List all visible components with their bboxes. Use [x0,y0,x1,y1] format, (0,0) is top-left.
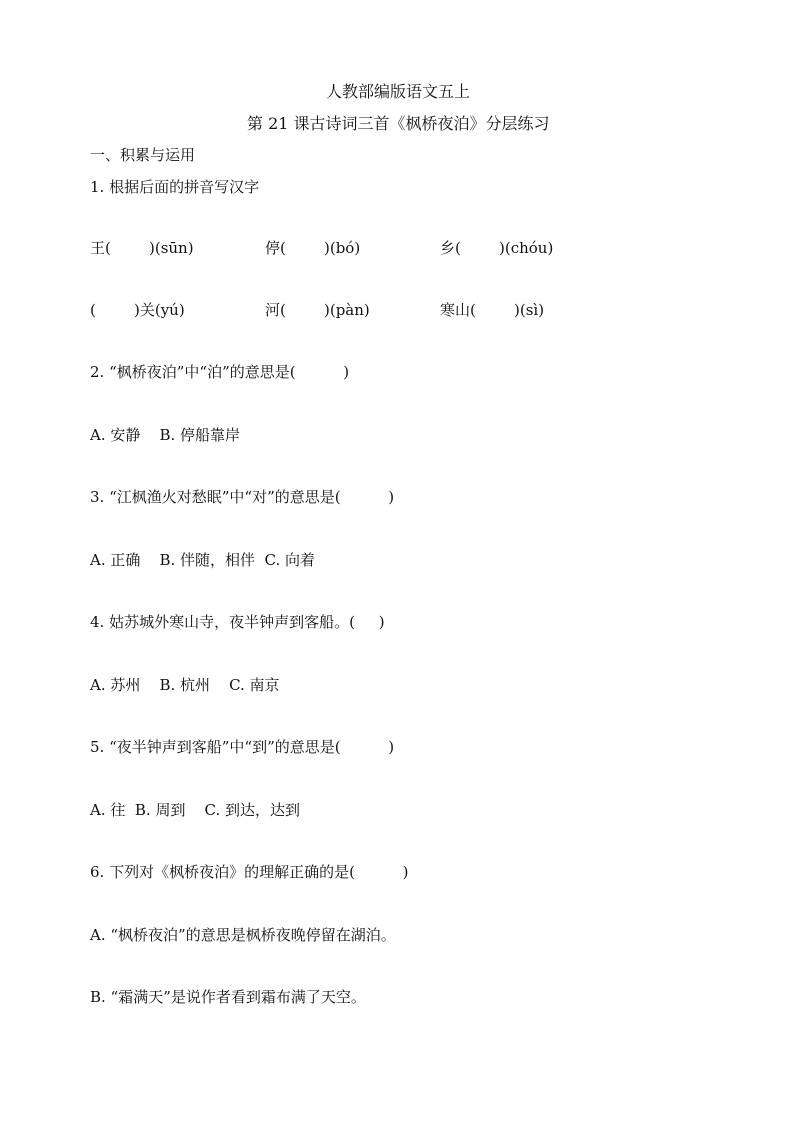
question-1-prompt: 1. 根据后面的拼音写汉字 [90,178,260,196]
question-6-option-a: A. “枫桥夜泊”的意思是枫桥夜晚停留在湖泊。 [90,926,396,944]
question-4-prompt: 4. 姑苏城外寒山寺，夜半钟声到客船。( ) [90,613,385,631]
document-subtitle: 第 21 课古诗词三首《枫桥夜泊》分层练习 [247,114,550,133]
question-3-options: A. 正确 B. 伴随，相伴 C. 向着 [90,551,316,569]
document-title: 人教部编版语文五上 [326,82,471,101]
pinyin-item: 王( )(sūn) [90,239,194,257]
question-2-options: A. 安静 B. 停船靠岸 [90,426,241,444]
pinyin-item: 停( )(bó) [265,239,361,257]
question-6-option-b: B. “霜满天”是说作者看到霜布满了天空。 [90,988,366,1006]
pinyin-item: 乡( )(chóu) [440,239,554,257]
question-6-prompt: 6. 下列对《枫桥夜泊》的理解正确的是( ) [90,863,409,881]
question-2-prompt: 2. “枫桥夜泊”中“泊”的意思是( ) [90,363,350,381]
pinyin-item: ( )关(yú) [90,301,185,319]
question-3-prompt: 3. “江枫渔火对愁眠”中“对”的意思是( ) [90,488,395,506]
pinyin-item: 河( )(pàn) [265,301,370,319]
question-5-prompt: 5. “夜半钟声到客船”中“到”的意思是( ) [90,738,395,756]
question-4-options: A. 苏州 B. 杭州 C. 南京 [90,676,280,694]
section-heading: 一、积累与运用 [90,146,196,164]
pinyin-item: 寒山( )(sì) [440,301,545,319]
question-5-options: A. 往 B. 周到 C. 到达，达到 [90,801,301,819]
